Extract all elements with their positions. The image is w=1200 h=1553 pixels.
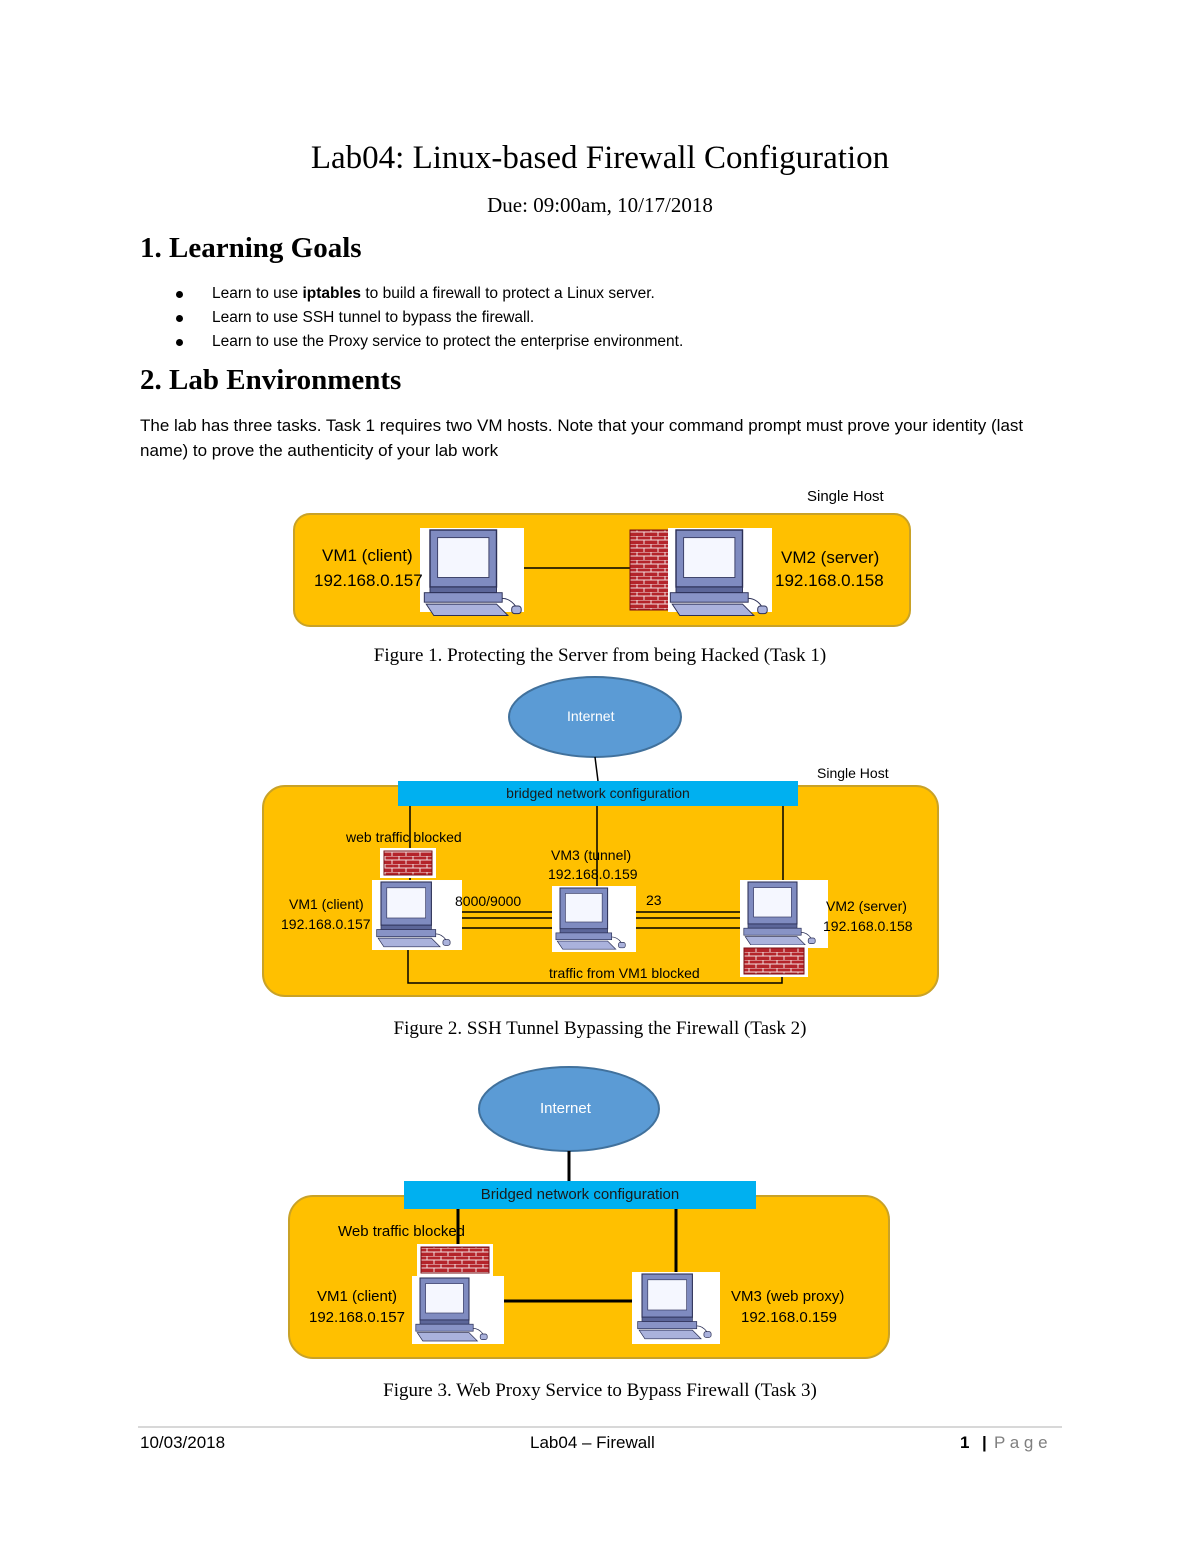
vm1-ip-label: 192.168.0.157: [281, 916, 371, 932]
list-item: Learn to use SSH tunnel to bypass the firewall.: [170, 306, 683, 330]
web-traffic-blocked-label: web traffic blocked: [346, 829, 462, 845]
vm1-ip-label: 192.168.0.157: [309, 1309, 405, 1326]
footer-date: 10/03/2018: [140, 1433, 226, 1452]
vm2-ip-label: 192.168.0.158: [823, 918, 913, 934]
single-host-box: [294, 514, 910, 626]
vm2-name-label: VM2 (server): [826, 898, 907, 914]
bridged-network-label: bridged network configuration: [506, 785, 690, 801]
internet-label: Internet: [567, 708, 615, 724]
footer-title: Lab04 – Firewall: [530, 1433, 655, 1452]
telnet-port-label: 23: [646, 892, 662, 908]
internet-link: [595, 757, 598, 781]
list-item: Learn to use iptables to build a firewall to protect a Linux server.: [170, 282, 683, 306]
vm1-ip-label: 192.168.0.157: [314, 571, 423, 590]
footer-page-number: 1: [960, 1433, 970, 1452]
internet-label: Internet: [540, 1100, 591, 1117]
list-item: Learn to use the Proxy service to protect the enterprise environment.: [170, 330, 683, 354]
web-traffic-blocked-label: Web traffic blocked: [338, 1223, 466, 1240]
single-host-box: [289, 1196, 889, 1358]
lab-description: The lab has three tasks. Task 1 requires two VM hosts. Note that your command prompt must prove your identity (last name) to prove the authenticity of your lab work: [140, 416, 1024, 460]
footer-divider: [138, 1426, 1062, 1428]
vm3-ip-label: 192.168.0.159: [741, 1309, 837, 1326]
vm1-name-label: VM1 (client): [317, 1288, 398, 1305]
section-heading-lab-environments: 2. Lab Environments: [140, 364, 402, 396]
tunnel-port-label: 8000/9000: [455, 893, 522, 909]
figure-1: [294, 514, 910, 626]
vm2-ip-label: 192.168.0.158: [775, 571, 884, 590]
vm3-name-label: VM3 (tunnel): [551, 847, 632, 863]
single-host-label: Single Host: [807, 488, 884, 505]
vm2-name-label: VM2 (server): [781, 548, 880, 567]
firewall-icon: [384, 851, 432, 875]
section-heading-learning-goals: 1. Learning Goals: [140, 232, 362, 264]
vm3-ip-label: 192.168.0.159: [548, 866, 638, 882]
due-date: Due: 09:00am, 10/17/2018: [487, 193, 713, 217]
vm3-name-label: VM3 (web proxy): [731, 1288, 845, 1305]
vm1-blocked-label: traffic from VM1 blocked: [549, 965, 700, 981]
vm1-name-label: VM1 (client): [289, 896, 364, 912]
bridged-network-label: Bridged network configuration: [480, 1186, 680, 1203]
single-host-label: Single Host: [817, 765, 889, 781]
figure-2-caption: Figure 2. SSH Tunnel Bypassing the Firewall (Task 2): [393, 1018, 807, 1039]
vm1-name-label: VM1 (client): [322, 546, 413, 565]
figure-1-caption: Figure 1. Protecting the Server from being Hacked (Task 1): [373, 645, 827, 666]
firewall-icon: [421, 1247, 489, 1273]
footer-page-word: P a g e: [994, 1433, 1048, 1452]
firewall-icon: [744, 948, 804, 974]
figure-3-caption: Figure 3. Web Proxy Service to Bypass Firewall (Task 3): [383, 1380, 817, 1401]
page-title: Lab04: Linux-based Firewall Configuration: [310, 140, 890, 176]
footer-separator: |: [982, 1433, 987, 1452]
